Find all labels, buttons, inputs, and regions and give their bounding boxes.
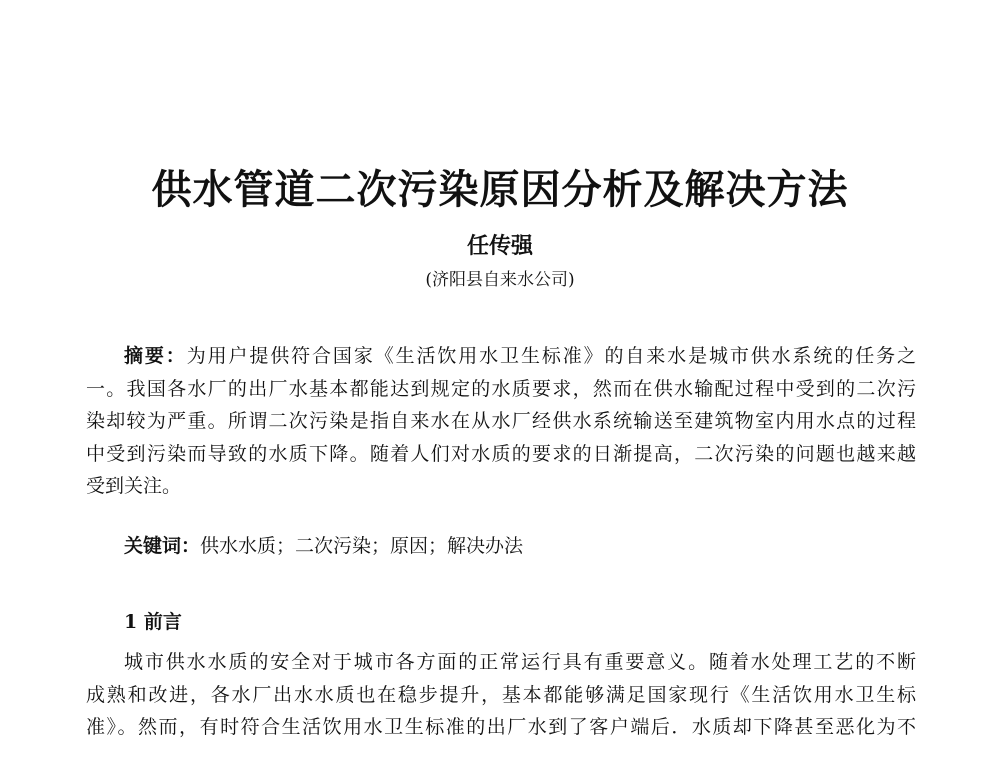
abstract-line (86, 340, 916, 373)
abstract (86, 340, 916, 503)
abstract-line: 一。我国各水厂的出厂水基本都能达到规定的水质要求，然而在供水输配过程中受到的二次污 (86, 377, 916, 400)
abstract-line: 中受到污染而导致的水质下降。随着人们对水质的要求的日渐提高，二次污染的问题也越来越 (86, 442, 916, 465)
keywords (124, 530, 954, 562)
author-name: 任传强 (466, 233, 533, 259)
abstract-text: 为用户提供符合国家《生活饮用水卫生标准》的自来水是城市供水系统的任务之 (186, 345, 916, 367)
body-line: 成熟和改进，各水厂出水水质也在稳步提升，基本都能够满足国家现行《生活饮用水卫生标 (86, 683, 916, 706)
abstract-line: 染却较为严重。所谓二次污染是指自来水在从水厂经供水系统输送至建筑物室内用水点的过程 (86, 410, 916, 432)
keywords-text: 供水水质；二次污染；原因；解决办法 (200, 535, 524, 557)
abstract-line: 受到关注。 (86, 475, 182, 497)
paper-title: 供水管道二次污染原因分析及解决方法 (151, 166, 849, 213)
body-line: 城市供水水质的安全对于城市各方面的正常运行具有重要意义。随着水处理工艺的不断 (124, 651, 916, 673)
section-heading: 1 前言 (124, 611, 182, 633)
author-affiliation: (济阳县自来水公司) (425, 270, 575, 290)
keywords-label: 关键词： (124, 535, 201, 557)
section-body (86, 646, 916, 744)
body-line: 准》。然而，有时符合生活饮用水卫生标准的出厂水到了客户端后．水质却下降甚至恶化为不 (86, 716, 916, 738)
abstract-label: 摘要： (124, 345, 187, 367)
